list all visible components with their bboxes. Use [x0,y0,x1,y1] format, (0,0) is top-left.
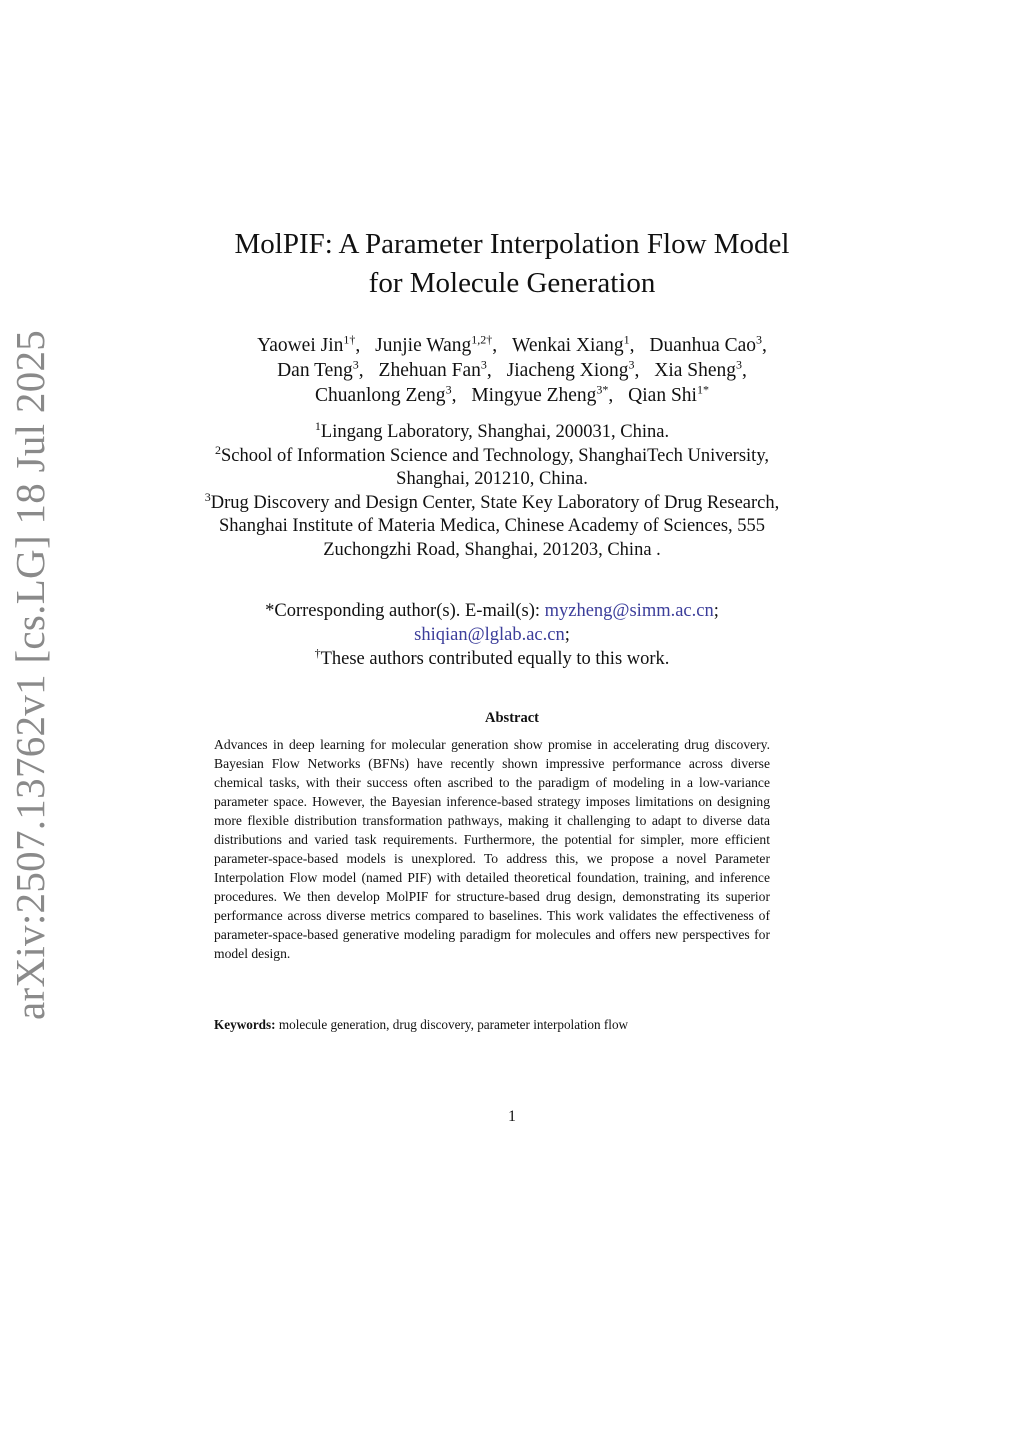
author: Junjie Wang$^{1,2\dagger}$, [375,332,498,356]
author: Mingyue Zheng$^{3*}$, [471,382,614,406]
corresponding-info [200,599,784,671]
affiliation-list [200,418,784,562]
page-number: 1 [508,1108,516,1125]
author: Yaowei Jin$^{1\dagger}$, [257,332,361,356]
paper-title [0,225,1024,303]
author: Zhehuan Fan$^3$, [378,357,492,381]
author: Qian Shi$^{1*}$ [628,382,709,406]
affiliation-1: $^1$Lingang Laboratory, Shanghai, 200031, China. [314,418,670,442]
abstract-heading: Abstract [485,710,539,726]
corresponding-emails: *Corresponding author(s). E-mail(s): myzheng@simm.ac.cn; shiqian@lglab.ac.cn; [265,601,719,645]
author-line-3 [0,383,1024,408]
author: Xia Sheng$^3$, [654,357,747,381]
email-link-shi[interactable]: shiqian@lglab.ac.cn [414,625,565,645]
abstract-text: Advances in deep learning for molecular generation show promise in accelerating drug discovery. Bayesian Flow Networks (BFNs) have recently shown impressive performance across diverse chemical tasks, with their success often ascribed to the paradigm of modeling in a low-variance parameter space. However, the Bayesian inference-based strategy imposes limitations on designing more flexible distribution transformation pathways, making it challenging to adapt to diverse data distributions and varied task requirements. Furthermore, the potential for simpler, more efficient parameter-space-based models is unexplored. To address this, we propose a novel Parameter Interpolation Flow model (named PIF) with detailed theoretical foundation, training, and inference procedures. We then develop MolPIF for structure-based drug design, demonstrating its superior performance across diverse metrics compared to baselines. This work validates the effectiveness of parameter-space-based generative modeling paradigm for molecules and offers new perspectives for model design. [214,737,770,961]
author: Wenkai Xiang$^1$, [512,332,635,356]
keywords [214,1016,770,1034]
keywords-label: Keywords: [214,1017,276,1032]
author-line-1 [0,333,1024,358]
author-list [0,333,1024,408]
keywords-text: molecule generation, drug discovery, parameter interpolation flow [275,1017,629,1032]
affiliation-2: $^2$School of Information Science and Technology, ShanghaiTech University, Shanghai, 201210, China. [215,442,769,489]
title-line-2: for Molecule Generation [368,267,656,299]
email-link-zheng[interactable]: myzheng@simm.ac.cn [544,601,714,621]
author: Jiacheng Xiong$^3$, [506,357,640,381]
author: Chuanlong Zeng$^3$, [315,382,457,406]
author: Dan Teng$^3$, [277,357,364,381]
author-line-2 [0,358,1024,383]
affiliation-3: $^3$Drug Discovery and Design Center, State Key Laboratory of Drug Research, Shanghai Institute of Materia Medica, Chinese Academy of Sciences, 555 Zuchongzhi Road, Shanghai, 201203, China . [204,489,780,560]
title-line-1: MolPIF: A Parameter Interpolation Flow Model [234,228,790,260]
equal-contribution-note: †These authors contributed equally to this work. [314,645,670,669]
author: Duanhua Cao$^3$, [649,332,767,356]
arxiv-identifier: arXiv:2507.13762v1 [cs.LG] 18 Jul 2025 [7,329,53,1020]
